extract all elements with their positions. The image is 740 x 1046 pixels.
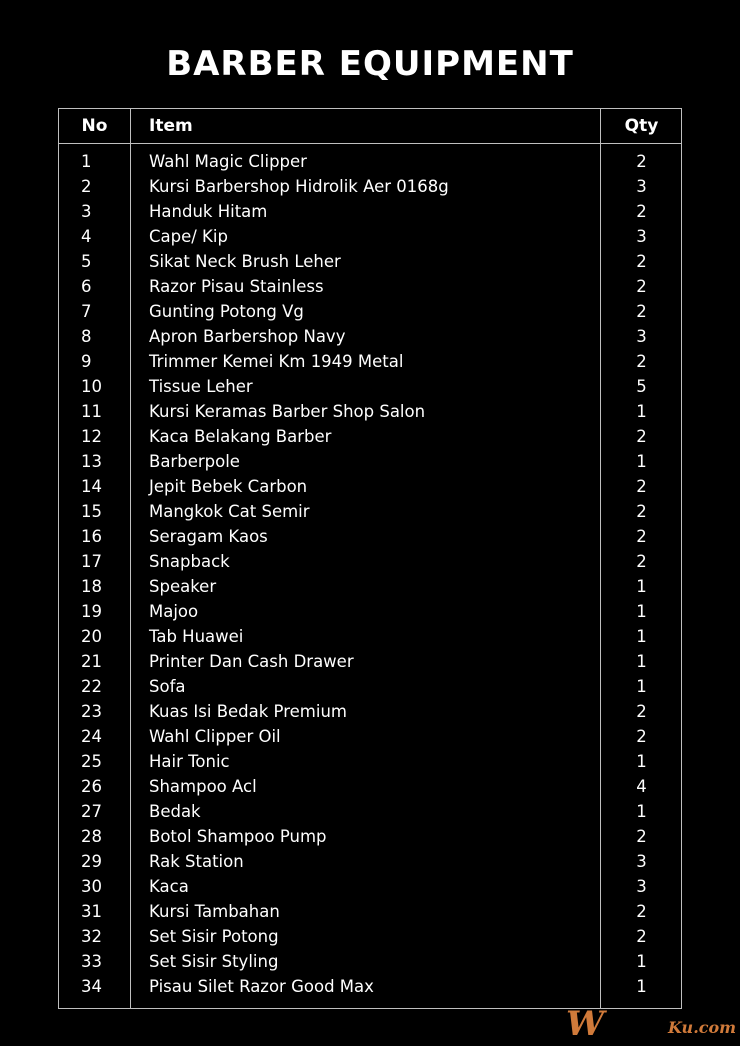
cell-qty: 1 <box>636 652 647 671</box>
table-row <box>59 249 683 274</box>
table-row <box>59 774 683 799</box>
table-row <box>59 474 683 499</box>
cell-no: 16 <box>81 527 102 546</box>
cell-qty: 1 <box>636 677 647 696</box>
cell-no: 28 <box>81 827 102 846</box>
cell-item: Sofa <box>149 677 186 696</box>
cell-item: Pisau Silet Razor Good Max <box>149 977 374 996</box>
cell-item: Seragam Kaos <box>149 527 268 546</box>
cell-no: 9 <box>81 352 92 371</box>
table-row <box>59 324 683 349</box>
cell-no: 19 <box>81 602 102 621</box>
table-row <box>59 549 683 574</box>
cell-no: 30 <box>81 877 102 896</box>
cell-item: Wahl Magic Clipper <box>149 152 307 171</box>
cell-item: Tab Huawei <box>149 627 244 646</box>
cell-item: Tissue Leher <box>149 377 253 396</box>
cell-item: Kuas Isi Bedak Premium <box>149 702 347 721</box>
cell-item: Apron Barbershop Navy <box>149 327 346 346</box>
cell-qty: 1 <box>636 802 647 821</box>
table-row <box>59 199 683 224</box>
table-row <box>59 799 683 824</box>
cell-no: 29 <box>81 852 102 871</box>
cell-no: 34 <box>81 977 102 996</box>
table-row <box>59 649 683 674</box>
cell-item: Botol Shampoo Pump <box>149 827 327 846</box>
cell-no: 25 <box>81 752 102 771</box>
table-row <box>59 874 683 899</box>
cell-qty: 3 <box>636 227 647 246</box>
watermark <box>562 1004 737 1044</box>
cell-qty: 2 <box>636 277 647 296</box>
cell-item: Jepit Bebek Carbon <box>149 477 308 496</box>
cell-qty: 1 <box>636 452 647 471</box>
cell-item: Kaca Belakang Barber <box>149 427 332 446</box>
cell-no: 4 <box>81 227 92 246</box>
cell-item: Shampoo Acl <box>149 777 257 796</box>
table-row <box>59 924 683 949</box>
cell-item: Kaca <box>149 877 189 896</box>
table-row <box>59 149 683 174</box>
table-row <box>59 599 683 624</box>
cell-qty: 1 <box>636 752 647 771</box>
table-row <box>59 699 683 724</box>
equipment-table <box>58 108 682 1009</box>
table-row <box>59 949 683 974</box>
cell-qty: 2 <box>636 202 647 221</box>
cell-no: 21 <box>81 652 102 671</box>
cell-qty: 5 <box>636 377 647 396</box>
cell-qty: 2 <box>636 352 647 371</box>
table-row <box>59 299 683 324</box>
table-row <box>59 449 683 474</box>
table-row <box>59 524 683 549</box>
cell-item: Snapback <box>149 552 230 571</box>
table-row <box>59 624 683 649</box>
cell-item: Sikat Neck Brush Leher <box>149 252 341 271</box>
table-row <box>59 899 683 924</box>
cell-no: 31 <box>81 902 102 921</box>
cell-item: Majoo <box>149 602 199 621</box>
cell-no: 15 <box>81 502 102 521</box>
cell-qty: 3 <box>636 852 647 871</box>
table-row <box>59 499 683 524</box>
table-row <box>59 849 683 874</box>
cell-no: 5 <box>81 252 92 271</box>
cell-item: Gunting Potong Vg <box>149 302 304 321</box>
cell-no: 17 <box>81 552 102 571</box>
cell-no: 3 <box>81 202 92 221</box>
cell-qty: 2 <box>636 527 647 546</box>
cell-no: 2 <box>81 177 92 196</box>
header-divider <box>59 143 681 144</box>
table-body <box>59 149 683 999</box>
table-row <box>59 399 683 424</box>
table-row <box>59 749 683 774</box>
cell-item: Cape/ Kip <box>149 227 228 246</box>
cell-item: Rak Station <box>149 852 244 871</box>
cell-item: Kursi Tambahan <box>149 902 280 921</box>
watermark-logo: W <box>566 1004 605 1044</box>
watermark-text: Ku.com <box>668 1018 737 1037</box>
cell-qty: 4 <box>636 777 647 796</box>
cell-no: 33 <box>81 952 102 971</box>
cell-item: Kursi Keramas Barber Shop Salon <box>149 402 426 421</box>
cell-qty: 2 <box>636 927 647 946</box>
cell-no: 24 <box>81 727 102 746</box>
cell-qty: 2 <box>636 427 647 446</box>
cell-qty: 2 <box>636 252 647 271</box>
cell-item: Razor Pisau Stainless <box>149 277 324 296</box>
cell-qty: 2 <box>636 902 647 921</box>
cell-item: Hair Tonic <box>149 752 230 771</box>
table-row <box>59 824 683 849</box>
cell-qty: 1 <box>636 627 647 646</box>
cell-qty: 2 <box>636 477 647 496</box>
cell-no: 8 <box>81 327 92 346</box>
cell-qty: 2 <box>636 827 647 846</box>
cell-item: Bedak <box>149 802 201 821</box>
header-qty: Qty <box>624 116 659 136</box>
cell-qty: 1 <box>636 977 647 996</box>
cell-item: Set Sisir Potong <box>149 927 279 946</box>
table-row <box>59 574 683 599</box>
cell-no: 1 <box>81 152 92 171</box>
cell-no: 6 <box>81 277 92 296</box>
table-row <box>59 674 683 699</box>
cell-no: 12 <box>81 427 102 446</box>
cell-qty: 2 <box>636 552 647 571</box>
page-title: BARBER EQUIPMENT <box>166 44 574 84</box>
cell-qty: 2 <box>636 702 647 721</box>
table-row <box>59 224 683 249</box>
cell-item: Trimmer Kemei Km 1949 Metal <box>149 352 404 371</box>
cell-qty: 3 <box>636 327 647 346</box>
cell-no: 23 <box>81 702 102 721</box>
cell-no: 11 <box>81 402 102 421</box>
cell-qty: 1 <box>636 602 647 621</box>
cell-qty: 2 <box>636 502 647 521</box>
cell-no: 32 <box>81 927 102 946</box>
cell-no: 26 <box>81 777 102 796</box>
table-row <box>59 424 683 449</box>
table-row <box>59 724 683 749</box>
cell-no: 22 <box>81 677 102 696</box>
cell-qty: 3 <box>636 177 647 196</box>
cell-no: 7 <box>81 302 92 321</box>
cell-qty: 3 <box>636 877 647 896</box>
cell-qty: 2 <box>636 727 647 746</box>
cell-item: Wahl Clipper Oil <box>149 727 281 746</box>
cell-qty: 1 <box>636 577 647 596</box>
cell-qty: 1 <box>636 402 647 421</box>
cell-item: Kursi Barbershop Hidrolik Aer 0168g <box>149 177 449 196</box>
cell-no: 14 <box>81 477 102 496</box>
cell-item: Mangkok Cat Semir <box>149 502 310 521</box>
cell-item: Printer Dan Cash Drawer <box>149 652 354 671</box>
cell-qty: 1 <box>636 952 647 971</box>
table-row <box>59 974 683 999</box>
table-row <box>59 274 683 299</box>
cell-item: Set Sisir Styling <box>149 952 279 971</box>
cell-no: 10 <box>81 377 102 396</box>
table-row <box>59 349 683 374</box>
cell-no: 27 <box>81 802 102 821</box>
header-no: No <box>81 116 108 136</box>
cell-item: Barberpole <box>149 452 240 471</box>
cell-no: 18 <box>81 577 102 596</box>
cell-item: Handuk Hitam <box>149 202 268 221</box>
cell-no: 20 <box>81 627 102 646</box>
table-row <box>59 374 683 399</box>
cell-no: 13 <box>81 452 102 471</box>
cell-qty: 2 <box>636 302 647 321</box>
cell-qty: 2 <box>636 152 647 171</box>
table-row <box>59 174 683 199</box>
header-item: Item <box>149 116 193 136</box>
cell-item: Speaker <box>149 577 217 596</box>
